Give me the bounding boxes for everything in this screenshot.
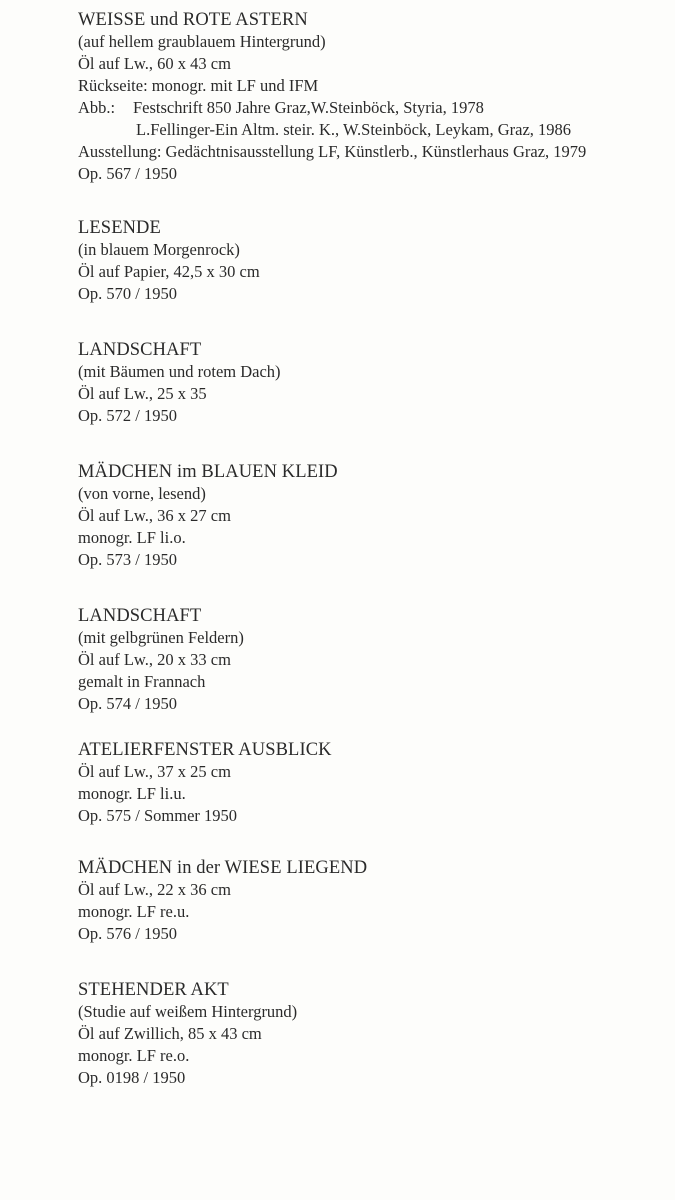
entry-title: MÄDCHEN in der WIESE LIEGEND [78, 858, 368, 878]
entry-subtitle: (Studie auf weißem Hintergrund) [78, 1002, 298, 1021]
catalog-entry [78, 461, 673, 571]
catalog-entry [78, 857, 673, 945]
catalog-entry [78, 739, 673, 827]
entry-note: monogr. LF re.u. [78, 902, 190, 921]
catalog-entry [78, 9, 673, 185]
entry-title: STEHENDER AKT [78, 980, 229, 1000]
catalog-entry [78, 605, 673, 715]
entry-exhibition: Ausstellung: Gedächtnisausstellung LF, Künstlerb., Künstlerhaus Graz, 1979 [78, 142, 587, 161]
entry-title: WEISSE und ROTE ASTERN [78, 10, 308, 30]
entry-reverse-note: Rückseite: monogr. mit LF und IFM [78, 76, 319, 95]
catalog-entry [78, 979, 673, 1089]
entry-opus: Op. 576 / 1950 [78, 924, 177, 943]
entry-medium: Öl auf Papier, 42,5 x 30 cm [78, 262, 260, 281]
entry-title: MÄDCHEN im BLAUEN KLEID [78, 462, 338, 482]
entry-medium: Öl auf Zwillich, 85 x 43 cm [78, 1024, 262, 1043]
entry-medium: Öl auf Lw., 25 x 35 [78, 384, 207, 403]
entry-subtitle: (in blauem Morgenrock) [78, 240, 240, 259]
entry-illustration-row [78, 97, 673, 119]
entry-subtitle: (von vorne, lesend) [78, 484, 206, 503]
entry-opus: Op. 570 / 1950 [78, 284, 177, 303]
entry-title: LANDSCHAFT [78, 340, 202, 360]
entry-note: monogr. LF re.o. [78, 1046, 190, 1065]
entry-opus: Op. 572 / 1950 [78, 406, 177, 425]
entry-medium: Öl auf Lw., 20 x 33 cm [78, 650, 231, 669]
entry-medium: Öl auf Lw., 36 x 27 cm [78, 506, 231, 525]
entry-medium: Öl auf Lw., 37 x 25 cm [78, 762, 231, 781]
illustration-reference: L.Fellinger-Ein Altm. steir. K., W.Steinböck, Leykam, Graz, 1986 [136, 120, 572, 139]
illustration-label: Abb.: [78, 98, 116, 117]
illustration-reference: Festschrift 850 Jahre Graz,W.Steinböck, Styria, 1978 [133, 98, 484, 117]
entry-note: monogr. LF li.o. [78, 528, 186, 547]
entry-opus: Op. 573 / 1950 [78, 550, 177, 569]
catalog-entry [78, 339, 673, 427]
catalog-entry [78, 217, 673, 305]
entry-title: LANDSCHAFT [78, 606, 202, 626]
entry-opus: Op. 574 / 1950 [78, 694, 177, 713]
entry-subtitle: (mit gelbgrünen Feldern) [78, 628, 244, 647]
entry-subtitle: (auf hellem graublauem Hintergrund) [78, 32, 326, 51]
entry-title: LESENDE [78, 218, 161, 238]
entry-opus: Op. 0198 / 1950 [78, 1068, 186, 1087]
entry-medium: Öl auf Lw., 22 x 36 cm [78, 880, 231, 899]
entry-opus: Op. 567 / 1950 [78, 164, 177, 183]
entry-medium: Öl auf Lw., 60 x 43 cm [78, 54, 231, 73]
entry-note: monogr. LF li.u. [78, 784, 186, 803]
entry-illustration-row [78, 119, 673, 141]
entry-opus: Op. 575 / Sommer 1950 [78, 806, 238, 825]
entry-title: ATELIERFENSTER AUSBLICK [78, 740, 332, 760]
entry-note: gemalt in Frannach [78, 672, 206, 691]
entry-subtitle: (mit Bäumen und rotem Dach) [78, 362, 281, 381]
